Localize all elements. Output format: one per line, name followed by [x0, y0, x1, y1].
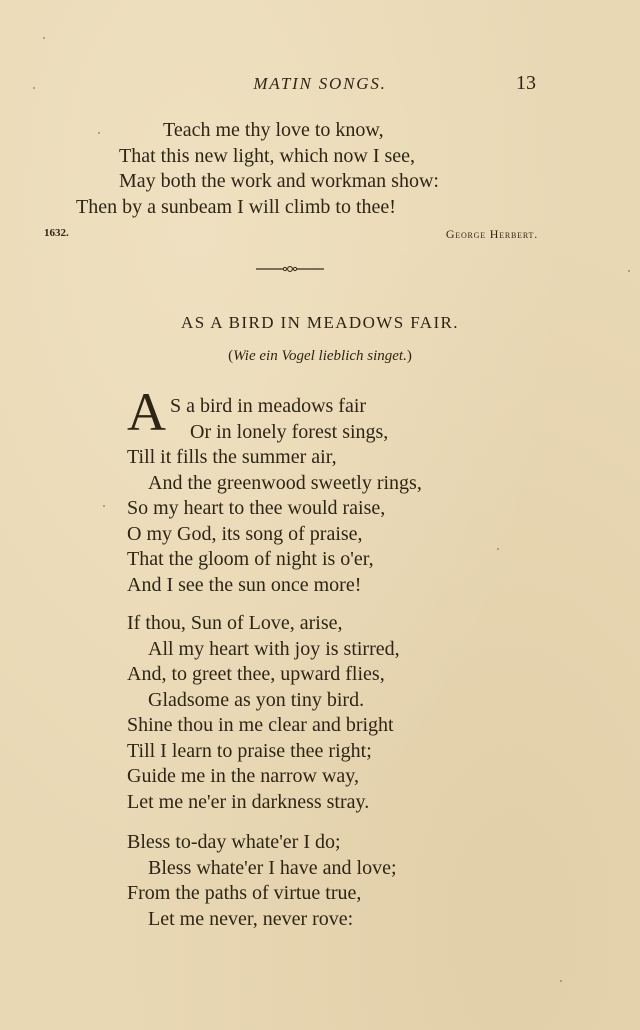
attribution-author: George Herbert.	[445, 227, 538, 241]
verse-line: Then by a sunbeam I will climb to thee!	[76, 195, 396, 218]
attribution	[44, 227, 538, 245]
stanza-2	[127, 611, 400, 815]
verse-line: Let me never, never rove:	[148, 907, 354, 930]
speck	[560, 980, 562, 982]
verse-line: All my heart with joy is stirred,	[148, 637, 400, 660]
verse-line: Gladsome as yon tiny bird.	[148, 688, 365, 711]
verse-line: If thou, Sun of Love, arise,	[127, 612, 343, 634]
section-divider-ornament	[256, 262, 324, 276]
running-title: MATIN SONGS.	[253, 74, 387, 93]
verse-line: And the greenwood sweetly rings,	[148, 471, 422, 494]
poem-title: AS A BIRD IN MEADOWS FAIR.	[181, 313, 459, 332]
speck	[628, 270, 630, 272]
stanza-1	[127, 394, 422, 598]
attribution-year: 1632.	[44, 227, 69, 239]
verse-line: Or in lonely forest sings,	[190, 420, 389, 443]
verse-line: And I see the sun once more!	[127, 573, 362, 596]
speck	[103, 505, 105, 507]
verse-line: Till I learn to praise thee right;	[127, 739, 372, 762]
speck	[497, 548, 499, 550]
verse-line: Bless whate'er I have and love;	[148, 856, 397, 879]
verse-line: May both the work and workman show:	[119, 170, 439, 192]
verse-line: That the gloom of night is o'er,	[127, 548, 374, 570]
verse-line: Till it fills the summer air,	[127, 446, 337, 468]
verse-line: Shine thou in me clear and bright	[127, 714, 394, 736]
verse-line: That this new light, which now I see,	[119, 144, 416, 167]
stanza-3	[127, 830, 397, 932]
herbert-stanza	[76, 118, 439, 220]
verse-line: Let me ne'er in darkness stray.	[127, 790, 370, 813]
running-head	[0, 72, 640, 98]
page-number: 13	[516, 72, 536, 94]
speck	[98, 132, 100, 134]
poem-subtitle	[0, 348, 640, 365]
verse-line: S a bird in meadows fair	[170, 395, 367, 417]
verse-line: And, to greet thee, upward flies,	[127, 663, 385, 685]
drop-cap: A	[127, 382, 166, 442]
verse-line: Guide me in the narrow way,	[127, 765, 359, 787]
subtitle-text: Wie ein Vogel lieblich singet.	[233, 348, 407, 364]
speck	[33, 87, 35, 89]
verse-line: Bless to-day whate'er I do;	[127, 831, 341, 853]
verse-line: So my heart to thee would raise,	[127, 497, 386, 519]
subtitle-paren-close: )	[406, 348, 412, 364]
subtitle-paren-open: (	[228, 348, 234, 364]
verse-line: From the paths of virtue true,	[127, 882, 362, 904]
speck	[43, 37, 45, 39]
verse-line: O my God, its song of praise,	[127, 522, 363, 545]
verse-line: Teach me thy love to know,	[163, 119, 384, 141]
